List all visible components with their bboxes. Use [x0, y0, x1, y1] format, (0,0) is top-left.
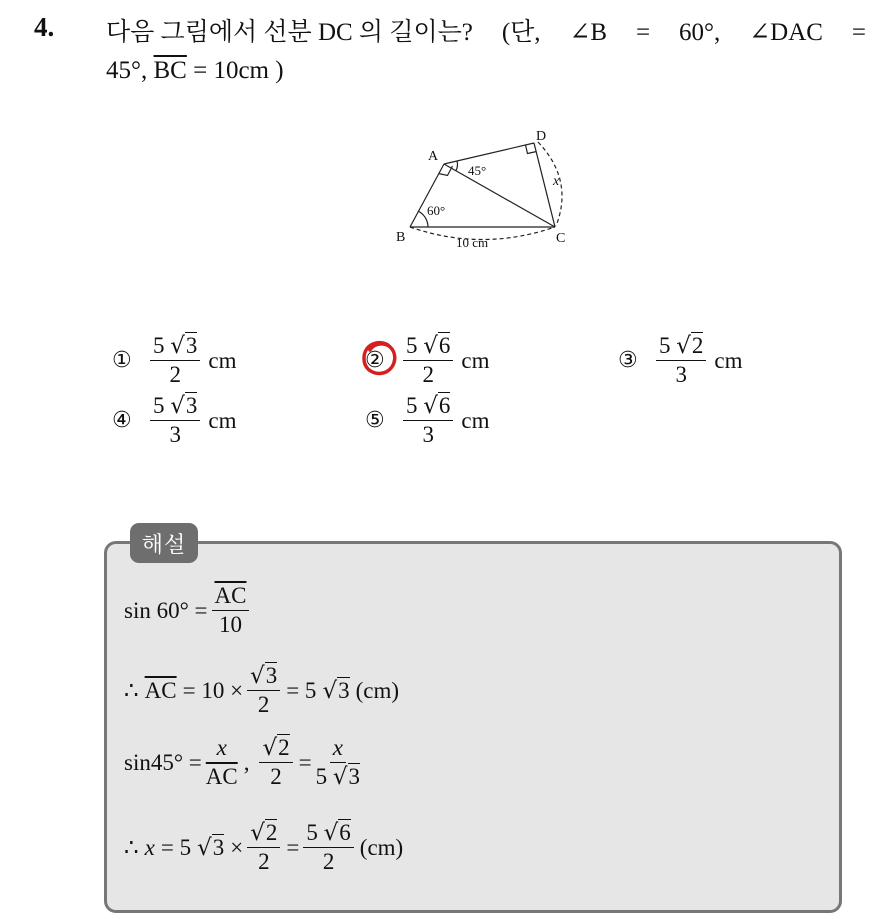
sol4-fraction-1: $\frac{√2}{2}$	[247, 820, 280, 875]
choice-5-radicand: 6	[438, 393, 451, 418]
choice-4-unit: cm	[208, 407, 237, 433]
question-text	[106, 14, 866, 90]
question-stem: 다음 그림에서 선분 DC 의 길이는?	[106, 19, 473, 46]
bc-length: = 10cm )	[186, 57, 284, 84]
sol4-f2-coef: 5	[306, 820, 318, 845]
angle-b: ∠B	[569, 19, 608, 46]
sol3-fraction-3: $\frac{x}{5 √3}$	[315, 735, 361, 790]
angle-b-value: 60°,	[679, 19, 721, 46]
label-60: 60°	[427, 203, 446, 218]
choice-4-fraction: $\frac{5 √3}{3}$	[150, 393, 200, 448]
label-d: D	[536, 129, 547, 144]
angle-arc-45	[456, 161, 457, 171]
sol3-lhs: sin45° =	[124, 749, 202, 775]
choice-1-coef: 5	[153, 333, 165, 358]
angle-dac-value: 45°,	[106, 57, 154, 84]
sol4-f1-radicand: 2	[265, 820, 278, 845]
label-b: B	[396, 230, 406, 245]
angle-dac: ∠DAC	[749, 19, 823, 46]
choice-1-radicand: 3	[185, 333, 198, 358]
sol4-fraction-2: $\frac{5 √6}{2}$	[303, 820, 353, 875]
segment-bc: $\overline{BC}$	[153, 57, 187, 84]
solution-tag: 해설	[130, 523, 198, 563]
label-45: 45°	[468, 163, 487, 178]
sol2-denominator: 2	[257, 692, 270, 717]
choice-3-denominator: 3	[675, 362, 687, 387]
triangle-diagram	[388, 124, 588, 252]
equals-1: =	[636, 19, 651, 46]
choice-5-fraction: $\frac{5 √6}{3}$	[403, 393, 453, 448]
choice-5-coef: 5	[406, 393, 418, 418]
choice-3-coef: 5	[659, 333, 671, 358]
sol4-radicand: 3	[212, 834, 225, 860]
choice-2-number-text: ②	[365, 348, 385, 373]
sol2-unit: (cm)	[355, 677, 400, 703]
sol3-f1-den: AC	[205, 764, 238, 789]
choice-3-number: ③	[618, 348, 638, 373]
sol4-eq: =	[286, 834, 300, 860]
choice-5-unit: cm	[461, 407, 490, 433]
sol2-mid: = 10 ×	[182, 677, 244, 703]
sol2-radicand: 3	[338, 677, 350, 703]
sol4-f2-den: 2	[322, 849, 335, 874]
answer-circle-mark	[358, 336, 404, 382]
sol1-numerator: $\overline{AC}$	[212, 583, 250, 611]
choice-5-denominator: 3	[422, 422, 434, 447]
choice-1-unit: cm	[208, 347, 237, 373]
label-x: x	[553, 174, 560, 189]
choice-1-number: ①	[112, 348, 132, 373]
sol4-f2-radicand: 6	[339, 820, 351, 845]
choice-5[interactable]	[365, 393, 490, 448]
side-ad	[444, 143, 534, 164]
sol1-lhs: sin 60° =	[124, 597, 208, 623]
choice-2-fraction: $\frac{5 √6}{2}$	[403, 333, 453, 388]
label-c: C	[556, 231, 566, 246]
solution-line-4: ∴ x = 5 √3 × $\frac{√2}{2}$ = $\frac{5 √6}{2}$ (cm)	[124, 820, 404, 874]
choice-2-denominator: 2	[422, 362, 434, 387]
sol3-fraction-1	[206, 735, 238, 790]
sol3-eq: =	[298, 749, 312, 775]
condition-open: (단,	[501, 19, 541, 46]
question-line-2	[106, 52, 866, 90]
choice-1-denominator: 2	[169, 362, 181, 387]
sol3-f3-den-coef: 5	[315, 764, 328, 789]
sol1-denominator: 10	[218, 612, 242, 637]
sol4-mid: = 5	[160, 834, 192, 860]
sol3-f1-num: x	[214, 735, 230, 763]
sol4-x: x	[144, 834, 155, 860]
choice-4-denominator: 3	[169, 422, 181, 447]
sol2-ac: $\overline{AC}$	[144, 677, 177, 703]
choice-3-fraction: $\frac{5 √2}{3}$	[656, 333, 706, 388]
sol3-f3-den-radicand: 3	[348, 764, 361, 789]
sol2-therefore: ∴	[124, 677, 139, 703]
solution-line-3	[124, 735, 366, 790]
sol2-num-radicand: 3	[265, 663, 278, 688]
equals-2: =	[851, 19, 866, 46]
solution-line-2: ∴ $\overline{AC}$ = 10 × $\frac{√3}{2}$ = 5 √3 (cm)	[124, 663, 400, 717]
choice-2[interactable]	[365, 333, 490, 388]
sol3-f2-den: 2	[270, 764, 282, 789]
choice-3[interactable]	[618, 333, 743, 388]
choice-2-number	[365, 348, 399, 373]
choice-1[interactable]	[112, 333, 237, 388]
label-a: A	[428, 149, 439, 164]
side-ac	[444, 164, 555, 227]
sol3-comma: ,	[243, 749, 250, 775]
side-dc	[534, 143, 555, 227]
sol2-fraction: $\frac{√3}{2}$	[247, 663, 280, 718]
choice-3-radicand: 2	[691, 333, 704, 358]
sol3-f3-num: x	[330, 735, 346, 763]
choice-1-fraction: $\frac{5 √3}{2}$	[150, 333, 200, 388]
choice-4-radicand: 3	[185, 393, 198, 418]
question-line-1	[106, 14, 866, 52]
sol4-therefore: ∴	[124, 834, 139, 860]
question-number: 4.	[34, 12, 55, 42]
label-10cm: 10 cm	[456, 235, 489, 250]
choice-2-unit: cm	[461, 347, 490, 373]
sol4-unit: (cm)	[359, 834, 404, 860]
choice-2-radicand: 6	[438, 333, 451, 358]
choice-4-coef: 5	[153, 393, 165, 418]
sol3-f2-radicand: 2	[278, 735, 290, 760]
choice-4-number: ④	[112, 408, 132, 433]
choice-3-unit: cm	[714, 347, 743, 373]
sol4-f1-den: 2	[258, 849, 270, 874]
sol3-fraction-2: $\frac{√2}{2}$	[259, 735, 292, 790]
choice-2-coef: 5	[406, 333, 418, 358]
solution-line-1	[124, 583, 255, 638]
sol1-fraction	[212, 583, 250, 638]
choice-5-number: ⑤	[365, 408, 385, 433]
choice-4[interactable]	[112, 393, 237, 448]
sol2-eq: = 5	[286, 677, 317, 703]
sol4-times: ×	[230, 834, 244, 860]
